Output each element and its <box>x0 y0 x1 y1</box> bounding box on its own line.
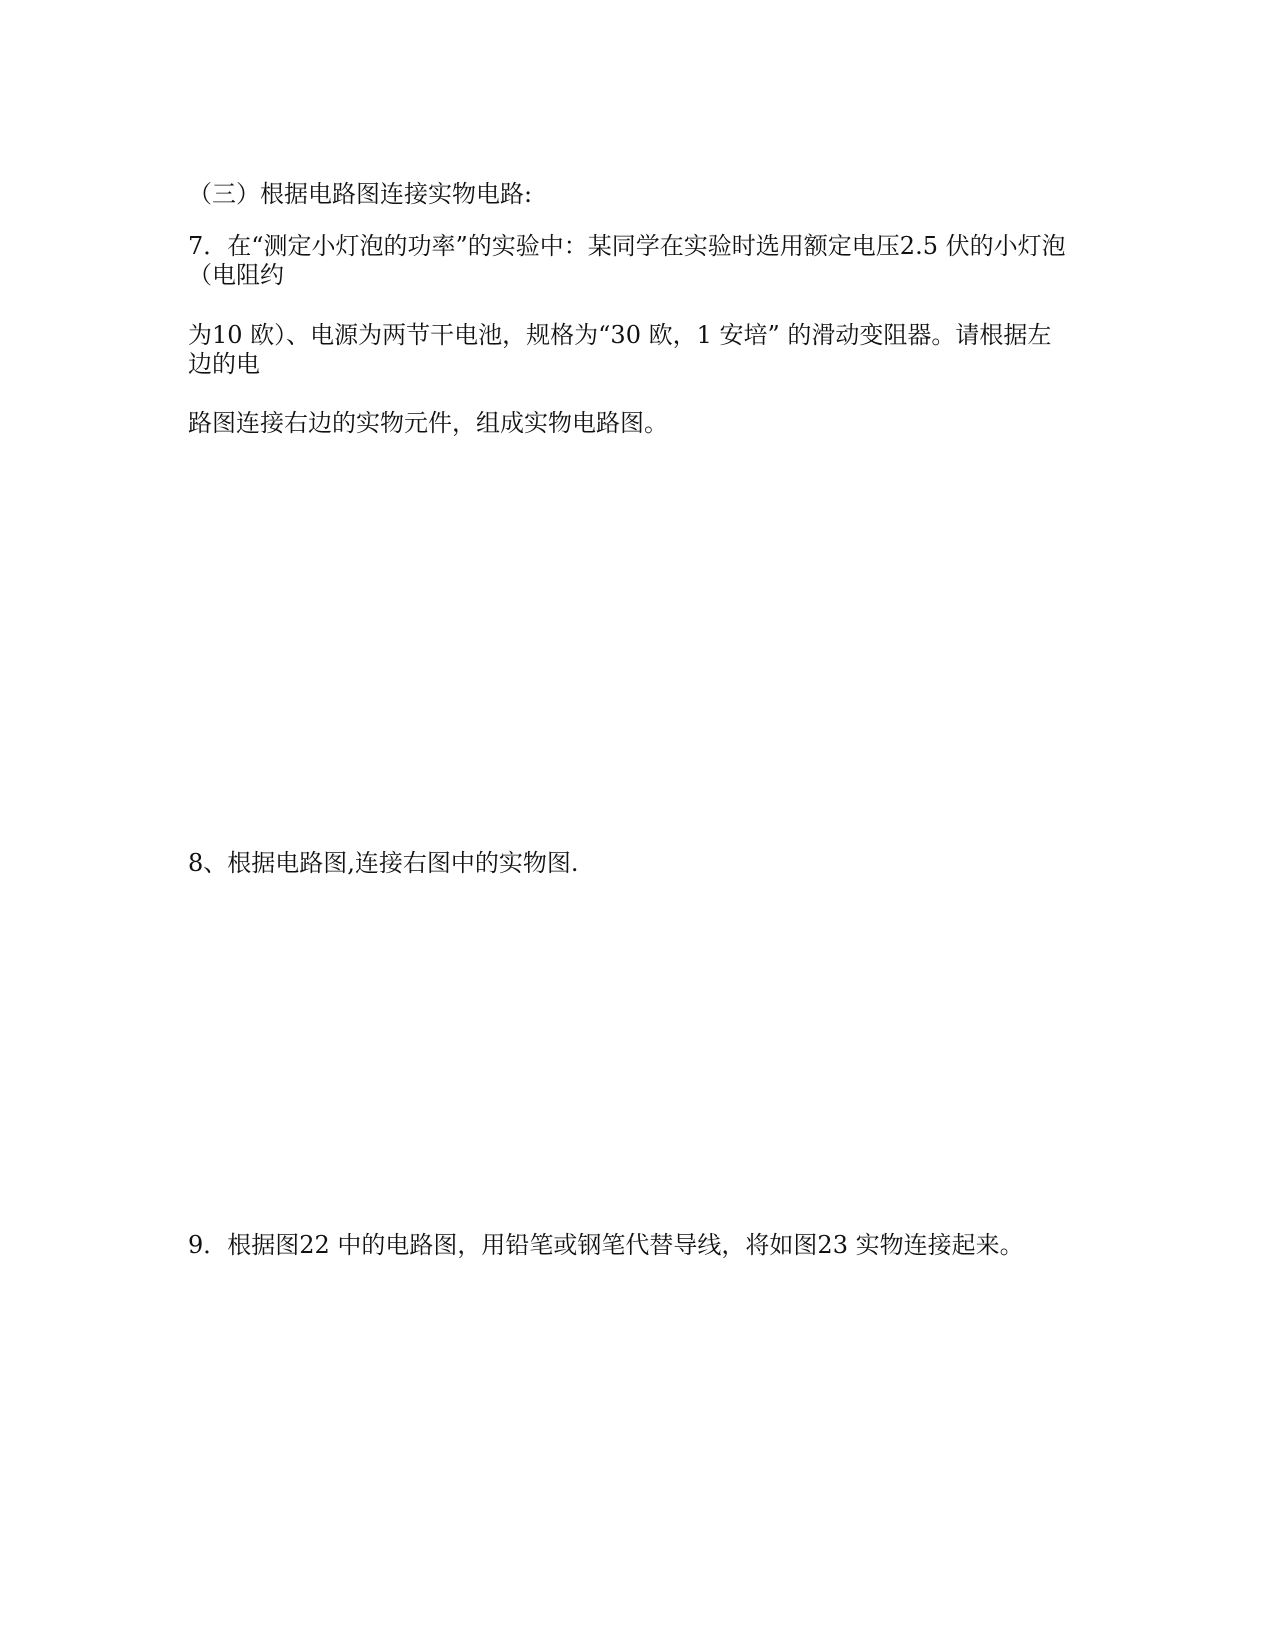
question-7-line-2: （电阻约 <box>188 261 284 289</box>
question-7-line-4: 边的电 <box>188 350 260 378</box>
question-8-line-1: 8、根据电路图,连接右图中的实物图. <box>188 849 579 877</box>
question-7-line-1: 7．在“测定小灯泡的功率”的实验中：某同学在实验时选用额定电压2.5 伏的小灯泡 <box>188 232 1066 260</box>
question-7-line-3: 为10 欧）、电源为两节干电池，规格为“30 欧，1 安培” 的滑动变阻器。请根据左 <box>188 321 1052 349</box>
question-9-line-1: 9．根据图22 中的电路图，用铅笔或钢笔代替导线，将如图23 实物连接起来。 <box>188 1231 1024 1259</box>
question-7-line-5: 路图连接右边的实物元件，组成实物电路图。 <box>188 409 668 437</box>
section-heading: （三）根据电路图连接实物电路: <box>188 180 533 208</box>
